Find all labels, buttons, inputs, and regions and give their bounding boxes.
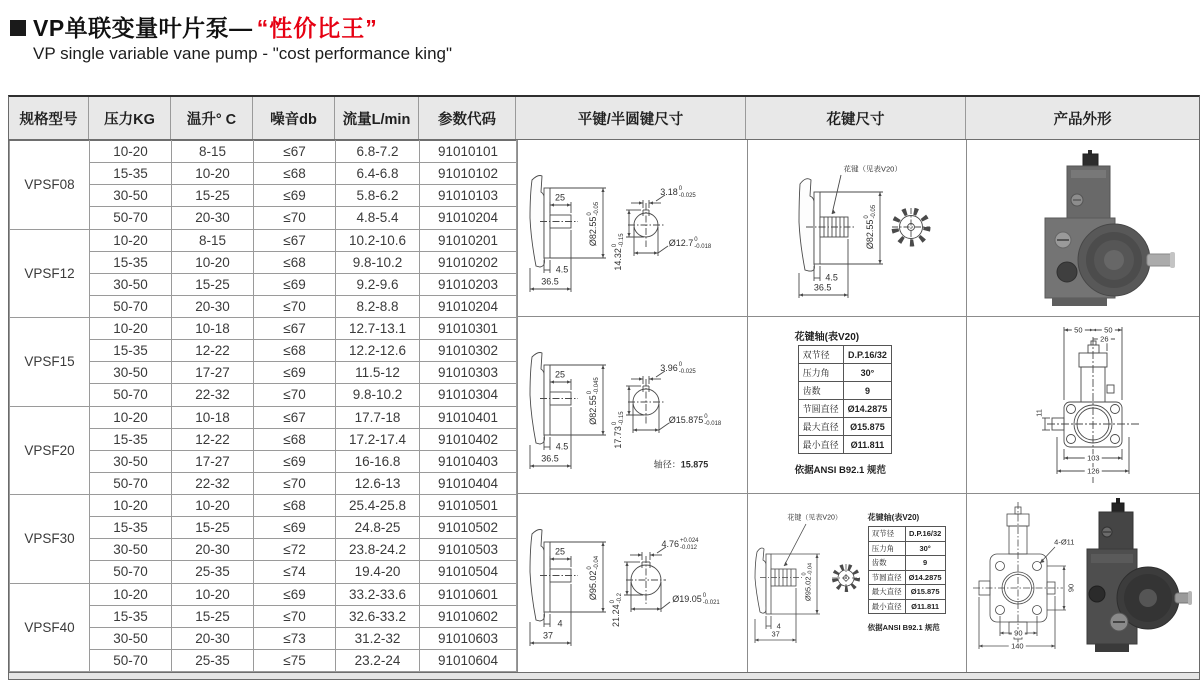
spec-cell: 17.7-18 bbox=[336, 406, 420, 428]
dim-pilot-diameter: Ø82.55 0 -0.045 bbox=[587, 377, 600, 425]
spec-cell: ≤68 bbox=[254, 495, 336, 517]
spec-cell: 91010504 bbox=[420, 561, 517, 583]
spec-cell: 8-15 bbox=[172, 229, 254, 251]
spec-cell: 10-20 bbox=[172, 583, 254, 605]
spec-cell: ≤69 bbox=[254, 273, 336, 295]
spec-cell: ≤69 bbox=[254, 583, 336, 605]
spec-cell: 12-22 bbox=[172, 428, 254, 450]
spec-cell: ≤68 bbox=[254, 163, 336, 185]
spline-row-value: Ø11.811 bbox=[905, 599, 945, 614]
spline-drawing-section-1 bbox=[747, 140, 967, 317]
dim-shaft-diameter: Ø19.05 0 -0.021 bbox=[672, 593, 720, 606]
spec-cell: 91010303 bbox=[420, 362, 517, 384]
dim-pilot-diameter: Ø95.02 0 -0.04 bbox=[801, 562, 814, 602]
spec-cell: 15-35 bbox=[90, 163, 172, 185]
flat-key-drawing-section-3 bbox=[517, 494, 747, 672]
spec-cell: 5.8-6.2 bbox=[336, 185, 420, 207]
spec-cell: 10.2-10.6 bbox=[336, 229, 420, 251]
spec-cell: 91010602 bbox=[420, 605, 517, 627]
spec-cell: 91010203 bbox=[420, 273, 517, 295]
spline-spec-table bbox=[798, 345, 893, 454]
spec-cell: 22-32 bbox=[172, 384, 254, 406]
dim-shaft-diameter: Ø15.875 0 -0.018 bbox=[668, 414, 722, 427]
spec-cell: 8.2-8.8 bbox=[336, 295, 420, 317]
spec-cell: 91010304 bbox=[420, 384, 517, 406]
spec-cell: ≤67 bbox=[254, 406, 336, 428]
spec-cell: 12.2-12.6 bbox=[336, 340, 420, 362]
spline-row-label: 齿数 bbox=[868, 556, 905, 571]
spline-spec-table bbox=[868, 526, 946, 614]
spec-cell: 15-25 bbox=[172, 517, 254, 539]
outline-drawing-svg bbox=[967, 317, 1199, 494]
spline-table-title: 花键轴(表V20) bbox=[867, 513, 920, 522]
spline-row-label: 压力角 bbox=[868, 541, 905, 556]
spec-cell: 15-35 bbox=[90, 605, 172, 627]
spec-cell: 10-20 bbox=[90, 495, 172, 517]
spline-row-value: Ø14.2875 bbox=[905, 570, 945, 585]
spec-cell: 91010201 bbox=[420, 229, 517, 251]
dim-flange-thickness: 4.5 bbox=[555, 264, 569, 275]
dim-key-height: 14.32 0 -0.15 bbox=[612, 233, 625, 271]
spec-cell: 24.8-25 bbox=[336, 517, 420, 539]
spec-cell: 8-15 bbox=[172, 141, 254, 163]
spline-row-value: 9 bbox=[905, 556, 945, 571]
flat-key-drawing-1-svg bbox=[518, 140, 747, 317]
dim-top-left: 50 bbox=[1074, 325, 1083, 335]
spec-cell: 25.4-25.8 bbox=[336, 495, 420, 517]
spec-cell: 6.8-7.2 bbox=[336, 141, 420, 163]
spec-cell: 91010403 bbox=[420, 450, 517, 472]
flat-key-drawing-3-svg bbox=[518, 494, 747, 672]
spec-cell: 91010204 bbox=[420, 295, 517, 317]
spline-row-label: 齿数 bbox=[798, 382, 843, 400]
spec-cell: ≤67 bbox=[254, 229, 336, 251]
spec-cell: ≤69 bbox=[254, 185, 336, 207]
spline-row-value: 30° bbox=[843, 364, 892, 382]
spec-cell: 10-20 bbox=[90, 583, 172, 605]
spec-cell: 91010604 bbox=[420, 649, 517, 671]
spec-cell: ≤68 bbox=[254, 428, 336, 450]
spec-row bbox=[10, 229, 517, 251]
spec-cell: 91010202 bbox=[420, 251, 517, 273]
spline-callout-label: 花键（见表V20） bbox=[843, 164, 902, 174]
spec-cell: 31.2-32 bbox=[336, 627, 420, 649]
spec-table-body bbox=[10, 141, 517, 672]
spec-cell: ≤75 bbox=[254, 649, 336, 671]
spec-grid bbox=[9, 140, 517, 672]
dim-shaft-depth: 37 bbox=[771, 629, 780, 639]
spec-row bbox=[10, 406, 517, 428]
spec-cell: 91010402 bbox=[420, 428, 517, 450]
spec-cell: 91010302 bbox=[420, 340, 517, 362]
spec-cell: 10-20 bbox=[90, 406, 172, 428]
spec-cell: 12.7-13.1 bbox=[336, 318, 420, 340]
spec-cell: ≤70 bbox=[254, 207, 336, 229]
flat-key-drawing-2-svg bbox=[518, 317, 747, 494]
spline-row-label: 最小直径 bbox=[798, 436, 843, 454]
spec-cell: 91010404 bbox=[420, 472, 517, 494]
header-code: 参数代码 bbox=[419, 97, 516, 139]
spec-cell: 91010603 bbox=[420, 627, 517, 649]
header-temp: 温升° C bbox=[171, 97, 253, 139]
spec-cell: 10-20 bbox=[90, 141, 172, 163]
dim-flange-thickness: 4.5 bbox=[555, 441, 569, 452]
spec-cell: 50-70 bbox=[90, 295, 172, 317]
dim-pilot-diameter: Ø82.55 0 -0.05 bbox=[863, 204, 877, 250]
dim-bolt-span: 90 bbox=[1014, 628, 1023, 638]
header-model: 规格型号 bbox=[9, 97, 89, 139]
spec-cell: ≤69 bbox=[254, 362, 336, 384]
spec-row bbox=[10, 583, 517, 605]
spec-cell: 50-70 bbox=[90, 561, 172, 583]
dim-top-inner: 26 bbox=[1100, 334, 1109, 344]
spec-cell: 17-27 bbox=[172, 362, 254, 384]
header-noise: 噪音db bbox=[253, 97, 335, 139]
dim-shaft-length: 25 bbox=[554, 369, 566, 380]
page-title-block bbox=[10, 10, 452, 64]
pump-photo-illustration bbox=[967, 140, 1199, 317]
spec-cell: 50-70 bbox=[90, 472, 172, 494]
spec-cell: 15-25 bbox=[172, 605, 254, 627]
spec-cell: ≤68 bbox=[254, 340, 336, 362]
spec-cell: ≤68 bbox=[254, 251, 336, 273]
spec-cell: 20-30 bbox=[172, 627, 254, 649]
spline-row-label: 节圆直径 bbox=[798, 400, 843, 418]
spec-cell: 30-50 bbox=[90, 362, 172, 384]
spec-cell: ≤70 bbox=[254, 605, 336, 627]
spec-cell: 30-50 bbox=[90, 450, 172, 472]
header-flat-key: 平键/半圆键尺寸 bbox=[516, 97, 746, 139]
spec-cell: 25-35 bbox=[172, 649, 254, 671]
model-cell: VPSF20 bbox=[10, 406, 90, 495]
spec-cell: 30-50 bbox=[90, 185, 172, 207]
model-cell: VPSF12 bbox=[10, 229, 90, 318]
spline-row-label: 双节径 bbox=[798, 346, 843, 364]
model-cell: VPSF15 bbox=[10, 318, 90, 407]
spec-cell: 91010502 bbox=[420, 517, 517, 539]
dim-pilot-diameter: Ø95.02 0 -0.04 bbox=[587, 555, 600, 601]
spec-cell: 10-20 bbox=[90, 318, 172, 340]
outline-and-photo-svg bbox=[967, 494, 1199, 672]
spline-row-value: 30° bbox=[905, 541, 945, 556]
spec-cell: ≤74 bbox=[254, 561, 336, 583]
spec-cell: 17.2-17.4 bbox=[336, 428, 420, 450]
dim-shaft-length: 25 bbox=[554, 546, 566, 557]
spec-cell: 16-16.8 bbox=[336, 450, 420, 472]
spline-row-label: 双节径 bbox=[868, 527, 905, 542]
dim-flange-thickness: 4 bbox=[776, 621, 781, 631]
model-cell: VPSF08 bbox=[10, 141, 90, 230]
spline-row-label: 压力角 bbox=[798, 364, 843, 382]
dim-key-width: 4.76 +0.024 -0.012 bbox=[661, 538, 699, 551]
spec-cell: 50-70 bbox=[90, 207, 172, 229]
spec-row bbox=[10, 495, 517, 517]
header-product: 产品外形 bbox=[1053, 111, 1112, 128]
spec-cell: 9.8-10.2 bbox=[336, 384, 420, 406]
dim-overall-width: 126 bbox=[1087, 466, 1100, 476]
spec-cell: 25-35 bbox=[172, 561, 254, 583]
dim-shaft-depth: 37 bbox=[542, 630, 554, 641]
bolt-hole-note: 4-Ø11 bbox=[1054, 537, 1075, 547]
spec-cell: 23.8-24.2 bbox=[336, 539, 420, 561]
page-title: VP单联变量叶片泵— bbox=[33, 15, 253, 41]
spec-cell: 50-70 bbox=[90, 384, 172, 406]
page-subtitle: VP single variable vane pump - "cost performance king" bbox=[33, 44, 453, 63]
spline-row-value: D.P.16/32 bbox=[905, 527, 945, 542]
spec-cell: 12.6-13 bbox=[336, 472, 420, 494]
spec-cell: 22-32 bbox=[172, 472, 254, 494]
dim-key-width: 3.18 0 -0.025 bbox=[660, 186, 696, 199]
spec-cell: ≤70 bbox=[254, 384, 336, 406]
dim-key-height: 21.24 0 -0.2 bbox=[610, 593, 623, 627]
spec-cell: 20-30 bbox=[172, 207, 254, 229]
spec-cell: 10-20 bbox=[172, 251, 254, 273]
product-photo-section-1 bbox=[966, 140, 1199, 317]
spec-cell: 6.4-6.8 bbox=[336, 163, 420, 185]
spec-cell: 91010601 bbox=[420, 583, 517, 605]
spec-cell: 19.4-20 bbox=[336, 561, 420, 583]
spec-cell: 33.2-33.6 bbox=[336, 583, 420, 605]
spline-row-value: Ø14.2875 bbox=[843, 400, 892, 418]
spec-cell: 91010102 bbox=[420, 163, 517, 185]
dim-bolt-span: 103 bbox=[1087, 453, 1100, 463]
spec-cell: 15-35 bbox=[90, 428, 172, 450]
header-pressure: 压力KG bbox=[89, 97, 171, 139]
dim-port: 11 bbox=[1034, 409, 1044, 417]
spec-cell: 10-20 bbox=[172, 495, 254, 517]
spec-cell: 17-27 bbox=[172, 450, 254, 472]
spline-table-footer: 依据ANSI B92.1 规范 bbox=[794, 465, 886, 476]
spec-cell: 20-30 bbox=[172, 295, 254, 317]
header-spline: 花键尺寸 bbox=[746, 97, 966, 139]
model-cell: VPSF40 bbox=[10, 583, 90, 672]
dim-shaft-depth: 36.5 bbox=[541, 276, 559, 287]
spline-table-title: 花键轴(表V20) bbox=[794, 332, 860, 343]
spec-cell: 10-18 bbox=[172, 406, 254, 428]
dim-shaft-depth: 36.5 bbox=[541, 453, 559, 464]
spec-cell: 4.8-5.4 bbox=[336, 207, 420, 229]
dim-flange-height: 90 bbox=[1066, 583, 1076, 593]
spec-cell: 30-50 bbox=[90, 273, 172, 295]
spec-cell: 91010101 bbox=[420, 141, 517, 163]
dim-overall-width: 140 bbox=[1011, 641, 1024, 651]
dim-top-right: 50 bbox=[1104, 325, 1113, 335]
spec-cell: 15-25 bbox=[172, 185, 254, 207]
spline-row-label: 节圆直径 bbox=[868, 570, 905, 585]
spline-row-value: Ø15.875 bbox=[843, 418, 892, 436]
spec-cell: 10-18 bbox=[172, 318, 254, 340]
dim-flange-thickness: 4.5 bbox=[825, 272, 838, 283]
spec-cell: 20-30 bbox=[172, 539, 254, 561]
spec-cell: 30-50 bbox=[90, 539, 172, 561]
spline-drawing-section-3 bbox=[747, 494, 967, 672]
spline-row-value: Ø11.811 bbox=[843, 436, 892, 454]
product-section-3 bbox=[966, 494, 1199, 672]
spline-row-label: 最大直径 bbox=[798, 418, 843, 436]
product-outline-drawing-section-2 bbox=[966, 317, 1199, 494]
spec-table bbox=[8, 95, 1200, 680]
spec-cell: 15-35 bbox=[90, 251, 172, 273]
spec-cell: ≤69 bbox=[254, 450, 336, 472]
spec-cell: 15-35 bbox=[90, 517, 172, 539]
dim-shaft-depth: 36.5 bbox=[813, 282, 832, 293]
spec-cell: 91010103 bbox=[420, 185, 517, 207]
dim-shaft-length: 25 bbox=[554, 192, 566, 203]
shaft-diameter-note: 轴径： 15.875 bbox=[653, 459, 709, 470]
page-title-highlight: “性价比王” bbox=[256, 15, 378, 41]
spline-row-value: D.P.16/32 bbox=[843, 346, 892, 364]
spec-cell: 30-50 bbox=[90, 627, 172, 649]
table-header-row bbox=[9, 97, 1199, 140]
header-flow: 流量L/min bbox=[335, 97, 419, 139]
spec-cell: 91010503 bbox=[420, 539, 517, 561]
spline-callout-label: 花键（见表V20） bbox=[787, 514, 842, 522]
spec-cell: 50-70 bbox=[90, 649, 172, 671]
spec-row bbox=[10, 318, 517, 340]
spec-cell: ≤67 bbox=[254, 141, 336, 163]
spec-cell: 15-35 bbox=[90, 340, 172, 362]
dim-shaft-diameter: Ø12.7 0 -0.018 bbox=[668, 237, 712, 250]
spec-cell: 91010401 bbox=[420, 406, 517, 428]
spec-cell: 15-25 bbox=[172, 273, 254, 295]
flat-key-drawing-section-2 bbox=[517, 317, 747, 494]
model-cell: VPSF30 bbox=[10, 495, 90, 584]
dim-key-width: 3.96 0 -0.025 bbox=[660, 362, 696, 375]
spec-cell: 91010501 bbox=[420, 495, 517, 517]
spec-cell: ≤72 bbox=[254, 539, 336, 561]
spec-cell: 91010301 bbox=[420, 318, 517, 340]
spec-cell: 9.8-10.2 bbox=[336, 251, 420, 273]
dim-key-height: 17.73 0 -0.15 bbox=[612, 411, 625, 449]
spec-cell: 9.2-9.6 bbox=[336, 273, 420, 295]
spec-cell: ≤73 bbox=[254, 627, 336, 649]
spline-row-value: Ø15.875 bbox=[905, 585, 945, 600]
spec-cell: 11.5-12 bbox=[336, 362, 420, 384]
spec-row bbox=[10, 141, 517, 163]
spec-cell: 91010204 bbox=[420, 207, 517, 229]
spline-spec-section-2 bbox=[747, 317, 967, 494]
spec-cell: ≤70 bbox=[254, 472, 336, 494]
spec-cell: ≤69 bbox=[254, 517, 336, 539]
dim-flange-thickness: 4 bbox=[557, 618, 563, 629]
spec-cell: ≤67 bbox=[254, 318, 336, 340]
spline-row-label: 最大直径 bbox=[868, 585, 905, 600]
spec-cell: 10-20 bbox=[172, 163, 254, 185]
spec-cell: ≤70 bbox=[254, 295, 336, 317]
title-square-bullet bbox=[10, 20, 26, 36]
spline-table-footer: 依据ANSI B92.1 规范 bbox=[867, 623, 940, 632]
spec-cell: 10-20 bbox=[90, 229, 172, 251]
flat-key-drawing-section-1 bbox=[517, 140, 747, 317]
spec-cell: 23.2-24 bbox=[336, 649, 420, 671]
spline-row-label: 最小直径 bbox=[868, 599, 905, 614]
spec-cell: 12-22 bbox=[172, 340, 254, 362]
dim-pilot-diameter: Ø82.55 0 -0.05 bbox=[587, 201, 600, 247]
spline-row-value: 9 bbox=[843, 382, 892, 400]
spec-cell: 32.6-33.2 bbox=[336, 605, 420, 627]
